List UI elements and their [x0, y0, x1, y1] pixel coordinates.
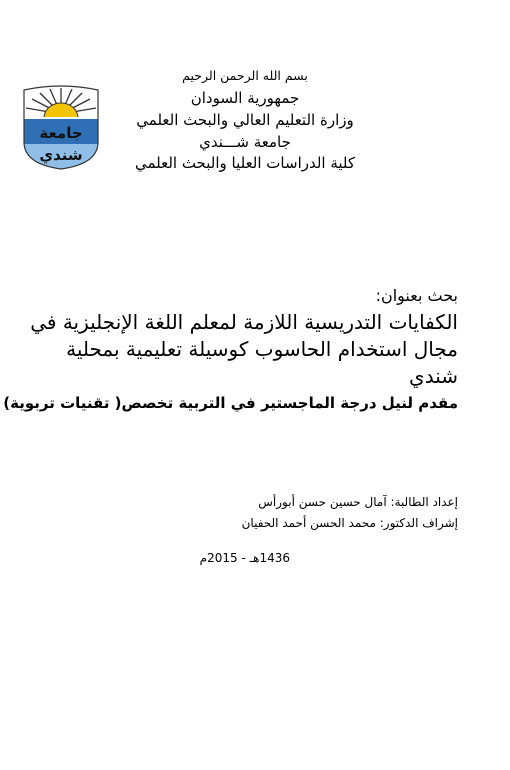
header-country: جمهورية السودان	[190, 89, 300, 107]
prepared-by: إعداد الطالبة: آمال حسين حسن أبورأس	[258, 495, 458, 509]
header-college: كلية الدراسات العليا والبحث العلمي	[134, 154, 356, 172]
research-title-label: بحث بعنوان:	[375, 286, 458, 305]
degree-statement: مقدم لنيل درجة الماجستير في التربية تخصص( تقنيات تربوية)	[3, 394, 458, 412]
research-title-line-2: مجال استخدام الحاسوب كوسيلة تعليمية بمحلية	[66, 337, 458, 361]
logo-text-line2: شندي	[39, 146, 83, 164]
supervised-by: إشراف الدكتور: محمد الحسن أحمد الحفيان	[241, 516, 458, 530]
logo-text-line1: جامعة	[39, 124, 83, 142]
university-logo	[20, 84, 102, 170]
header-ministry: وزارة التعليم العالي والبحث العلمي	[136, 111, 354, 129]
research-title-line-3: شندي	[409, 364, 458, 388]
research-title-line-1: الكفايات التدريسية اللازمة لمعلم اللغة الإنجليزية في	[30, 310, 458, 334]
header-university: جامعة شـــندي	[199, 133, 291, 151]
document-date: 1436هـ - 2015م	[199, 551, 290, 565]
basmala: بسم الله الرحمن الرحيم	[182, 68, 308, 83]
